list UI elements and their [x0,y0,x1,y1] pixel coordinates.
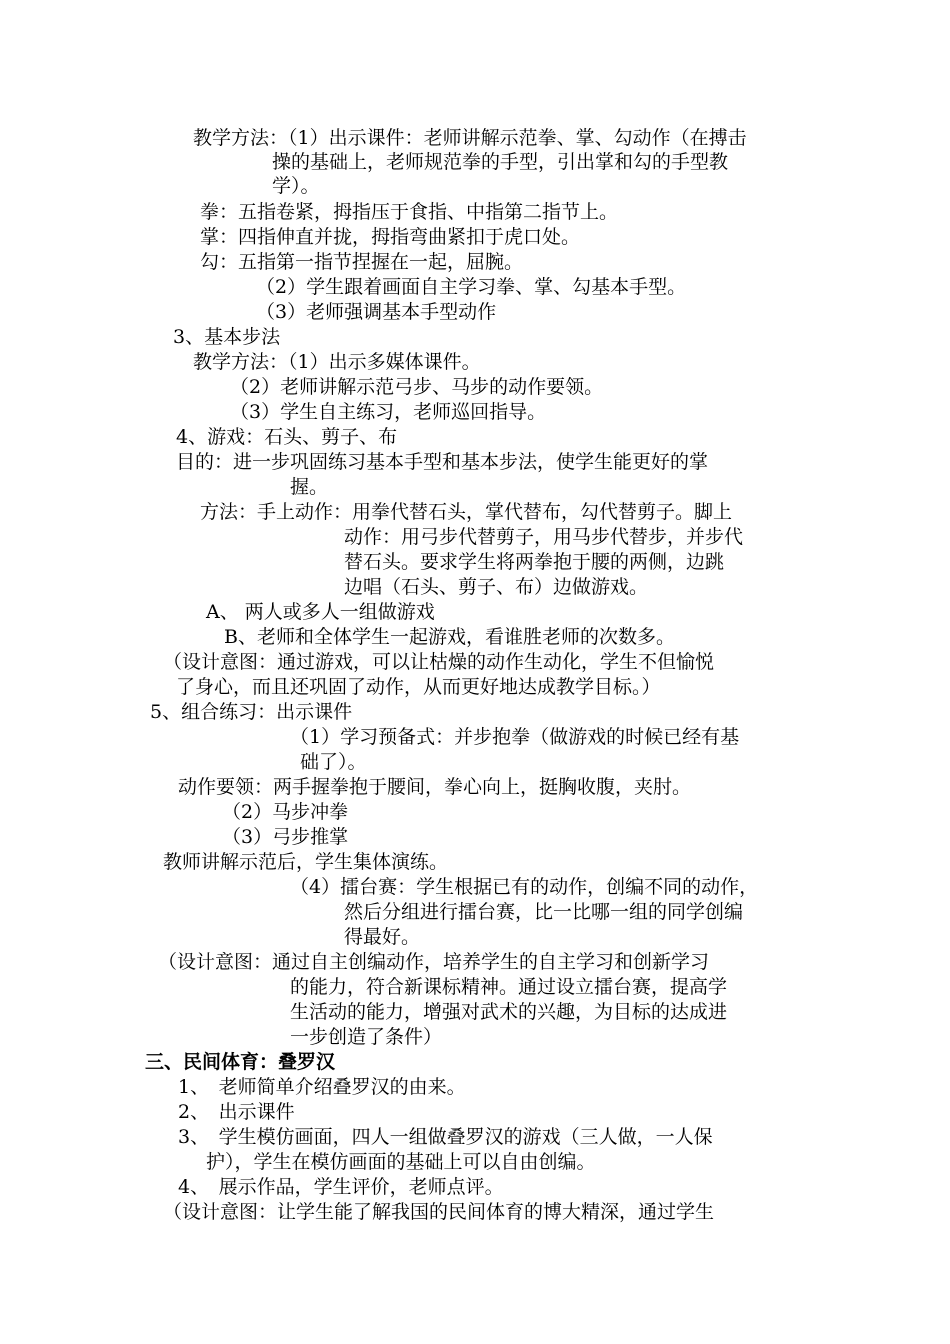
list-item: 4、 展示作品，学生评价，老师点评。 [178,1176,504,1198]
text-line: 动作要领：两手握拳抱于腰间，拳心向上，挺胸收腹，夹肘。 [178,776,692,798]
text-line: 一步创造了条件） [290,1026,443,1048]
text-line: （设计意图：通过自主创编动作，培养学生的自主学习和创新学习 [158,951,710,973]
text-line: 的能力，符合新课标精神。通过设立擂台赛，提高学 [290,976,728,998]
text-line: （4）擂台赛：学生根据已有的动作，创编不同的动作， [290,876,759,898]
section-heading: 3、基本步法 [173,326,281,348]
text-line: 护），学生在模仿画面的基础上可以自由创编。 [206,1151,596,1173]
text-line: 边唱（石头、剪子、布）边做游戏。 [344,576,649,598]
text-line: （设计意图：通过游戏，可以让枯燥的动作生动化，学生不但愉悦 [163,651,715,673]
text-line: 方法：手上动作：用拳代替石头，掌代替布，勾代替剪子。脚上 [200,501,733,523]
section-heading: 4、游戏：石头、剪子、布 [176,426,398,448]
text-line: 握。 [290,476,329,498]
text-line: 教师讲解示范后，学生集体演练。 [163,851,449,873]
section-heading: 5、组合练习：出示课件 [150,701,353,723]
text-line: （3）弓步推掌 [222,826,349,848]
text-line: 掌：四指伸直并拢，拇指弯曲紧扣于虎口处。 [200,226,581,248]
text-line: 了身心，而且还巩固了动作，从而更好地达成教学目标。） [176,676,661,698]
text-line: 拳：五指卷紧，拇指压于食指、中指第二指节上。 [200,201,619,223]
text-line: （3）老师强调基本手型动作 [256,301,497,323]
list-item: 1、 老师简单介绍叠罗汉的由来。 [178,1076,466,1098]
text-line: 替石头。要求学生将两拳抱于腰的两侧，边跳 [344,551,725,573]
text-line: 教学方法：（1）出示多媒体课件。 [193,351,481,373]
text-line: 动作：用弓步代替剪子，用马步代替步，并步代 [344,526,744,548]
text-line: 勾：五指第一指节捏握在一起，屈腕。 [200,251,524,273]
text-line: 目的：进一步巩固练习基本手型和基本步法，使学生能更好的掌 [176,451,709,473]
text-line: 生活动的能力，增强对武术的兴趣，为目标的达成进 [290,1001,728,1023]
text-line: （设计意图：让学生能了解我国的民间体育的博大精深，通过学生 [163,1201,715,1223]
text-line: （2）老师讲解示范弓步、马步的动作要领。 [230,376,604,398]
text-line: （3）学生自主练习，老师巡回指导。 [230,401,547,423]
section-heading-bold: 三、民间体育：叠罗汉 [145,1051,336,1073]
text-line: 得最好。 [344,926,421,948]
text-line: 础了）。 [300,751,367,773]
text-line: B、老师和全体学生一起游戏，看谁胜老师的次数多。 [224,626,675,648]
text-line: 教学方法：（1）出示课件：老师讲解示范拳、掌、勾动作（在搏击 [193,127,747,149]
text-line: 学）。 [272,175,320,197]
text-line: （1）学习预备式：并步抱拳（做游戏的时候已经有基 [290,726,740,748]
text-line: A、 两人或多人一组做游戏 [206,601,435,623]
text-line: 然后分组进行擂台赛，比一比哪一组的同学创编 [344,901,744,923]
list-item: 2、 出示课件 [178,1101,295,1123]
text-line: （2）马步冲拳 [222,801,349,823]
text-line: 操的基础上，老师规范拳的手型，引出掌和勾的手型教 [272,151,729,173]
list-item: 3、 学生模仿画面，四人一组做叠罗汉的游戏（三人做，一人保 [178,1126,713,1148]
text-line: （2）学生跟着画面自主学习拳、掌、勾基本手型。 [256,276,687,298]
